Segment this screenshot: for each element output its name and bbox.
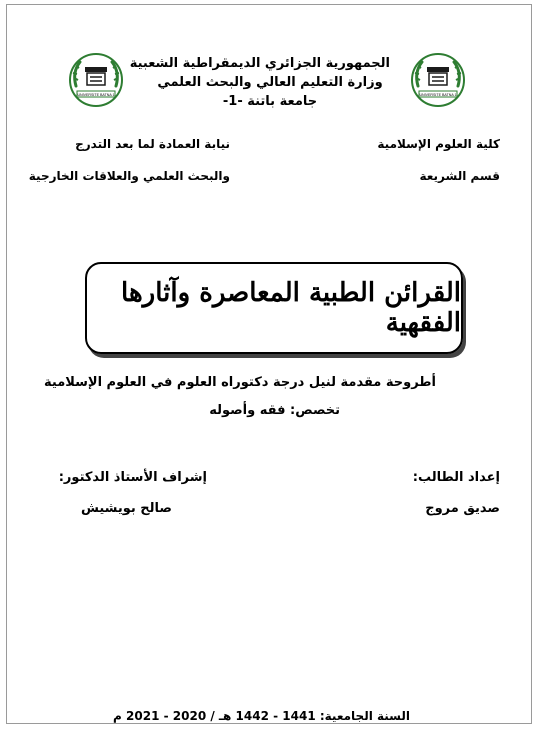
logo-caption: UNIVERSITE BATNA 1 xyxy=(419,93,457,97)
academic-year xyxy=(113,709,410,723)
university-seal-icon xyxy=(70,54,122,106)
department-name: قسم الشريعة xyxy=(419,169,500,183)
header-republic: الجمهورية الجزائري الديمقراطية الشعبية xyxy=(129,56,390,71)
thesis-degree-line: أطروحة مقدمة لنيل درجة دكتوراه العلوم في العلوم الإسلامية xyxy=(44,375,436,390)
thesis-title-box xyxy=(85,262,463,354)
faculty-name: كلية العلوم الإسلامية xyxy=(377,137,500,151)
student-name: صديق مروج xyxy=(425,501,500,516)
academic-year-value: 1441 - 1442 هـ / 2020 - 2021 م xyxy=(113,709,316,723)
university-logo-right xyxy=(408,50,468,110)
vice-deanship-line1: نيابة العمادة لما بعد التدرج xyxy=(75,137,230,151)
thesis-title: القرائن الطبية المعاصرة وآثارها الفقهية xyxy=(121,278,461,338)
logo-caption: UNIVERSITE BATNA 1 xyxy=(77,93,115,97)
page-border xyxy=(6,4,532,724)
header-ministry: وزارة التعليم العالي والبحث العلمي xyxy=(157,75,383,90)
student-label: إعداد الطالب: xyxy=(412,470,500,485)
supervisor-label: إشراف الأستاذ الدكتور: xyxy=(58,470,207,485)
thesis-specialty: تخصص: فقه وأصوله xyxy=(209,403,340,418)
university-logo-left xyxy=(66,50,126,110)
vice-deanship-line2: والبحث العلمي والعلاقات الخارجية xyxy=(28,169,230,183)
header-university: جامعة باتنة -1- xyxy=(222,94,318,109)
supervisor-name: صالح بويشيش xyxy=(80,501,172,516)
academic-year-label: السنة الجامعية: xyxy=(319,709,410,723)
university-seal-icon xyxy=(412,54,464,106)
